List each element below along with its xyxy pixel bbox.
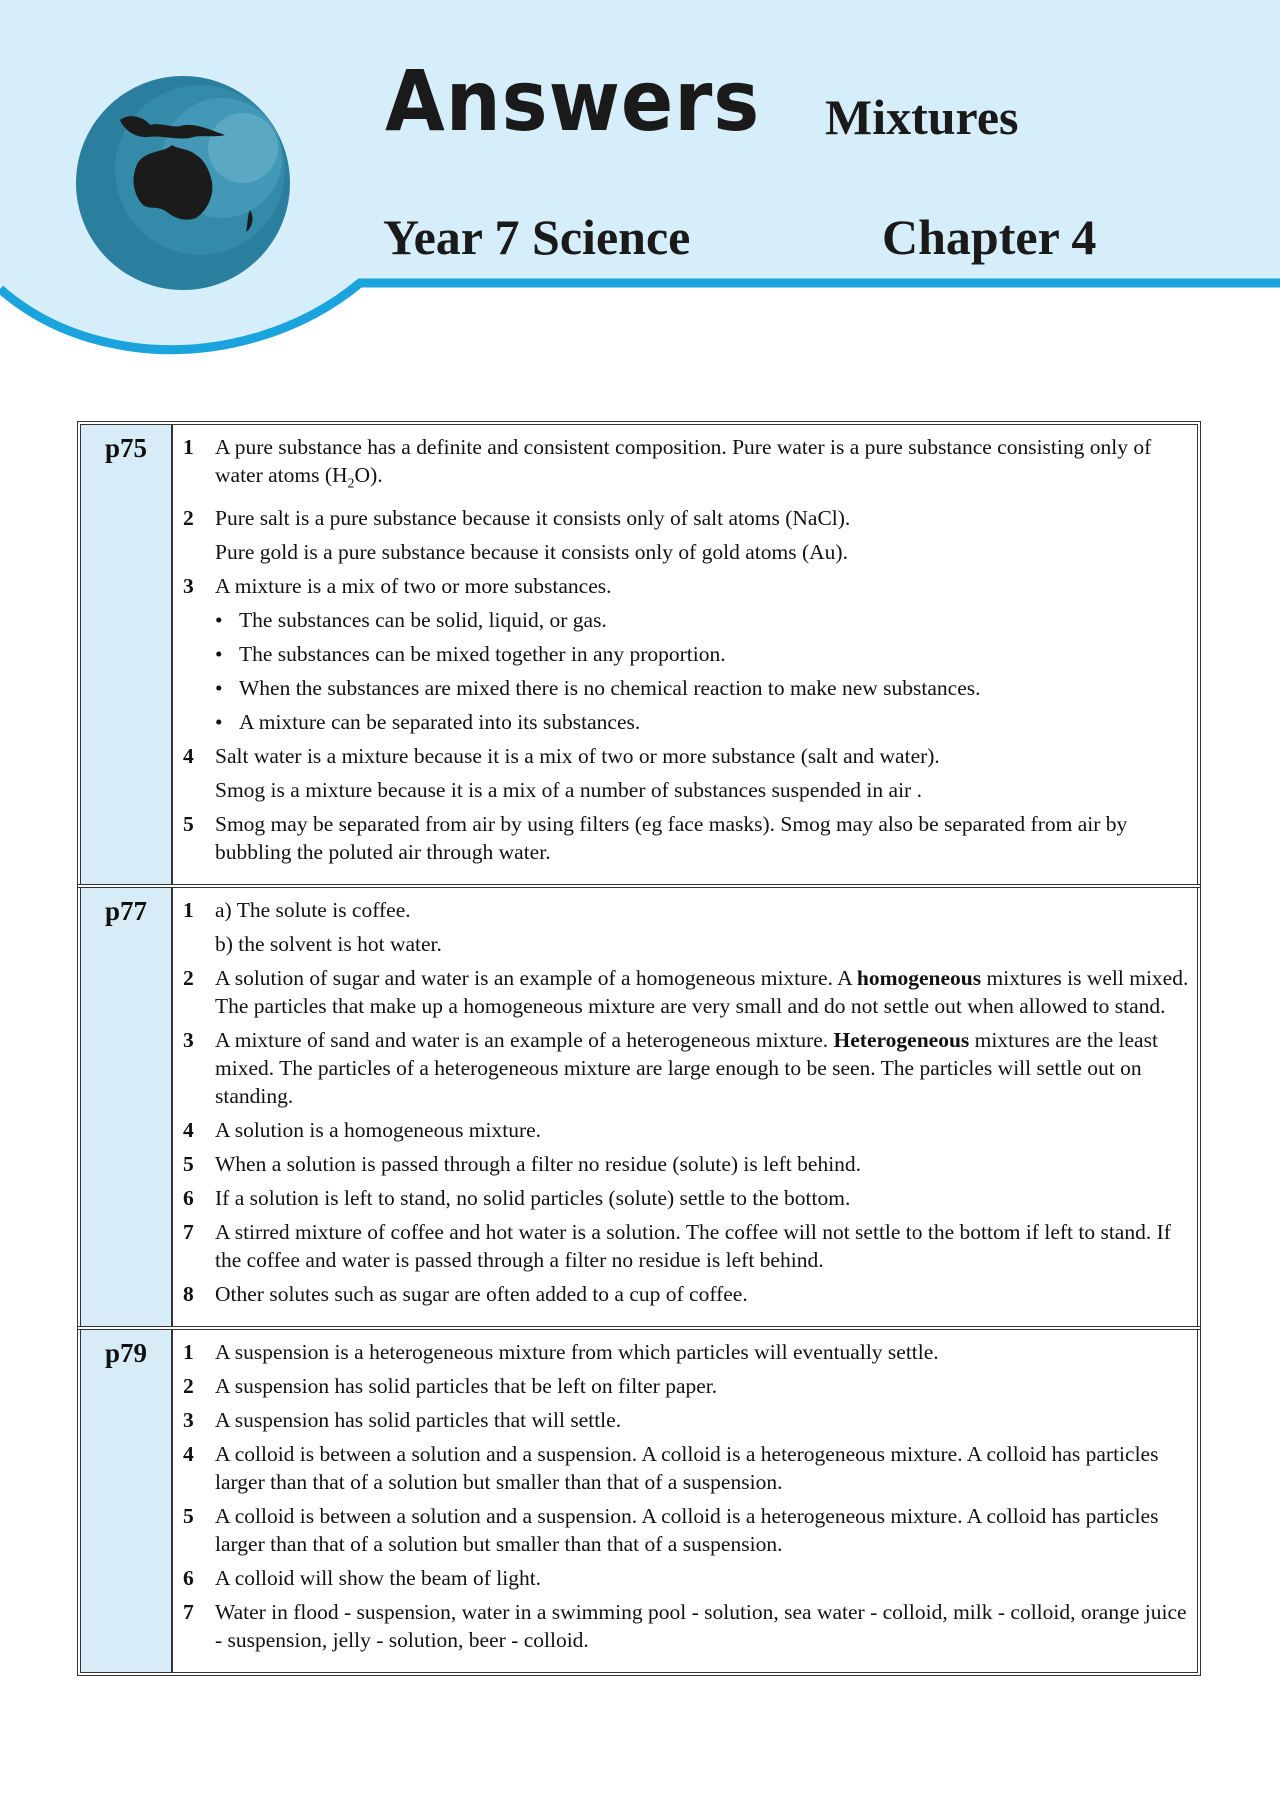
answer-number: 1 <box>183 1340 194 1365</box>
answer-text: A solution is a homogeneous mixture. <box>215 1118 542 1143</box>
answer-text: A colloid is between a solution and a suspension. A colloid is a heterogeneous mixture. A colloid has particles larger than that of a solution but smaller than that of a suspension. <box>215 1504 1159 1557</box>
answer-number: 2 <box>183 966 194 991</box>
answer-text: Pure salt is a pure substance because it consists only of salt atoms (NaCl). Pure gold is a pure substance because it consists only of gold atoms (Au). <box>215 506 851 565</box>
answer-text: Other solutes such as sugar are often added to a cup of coffee. <box>215 1282 748 1307</box>
answer-text: A mixture is a mix of two or more substances. • The substances can be solid, liquid, or gas. • The substances can be mixed together in any proportion. • When the substances are mixed there is no chemical reaction to make new substances. • A mixture can be separated into its substances. <box>215 572 1189 736</box>
page-number: p77 <box>81 888 173 1326</box>
answer-number: 1 <box>183 435 194 459</box>
answer-item <box>181 1218 1189 1274</box>
section-p79 <box>77 1326 1201 1676</box>
answer-number: 5 <box>183 1152 194 1177</box>
answer-number: 1 <box>183 898 194 923</box>
bullet-item: • The substances can be solid, liquid, or gas. <box>215 608 607 633</box>
answer-text: When a solution is passed through a filter no residue (solute) is left behind. <box>215 1152 862 1177</box>
answer-item <box>181 1026 1189 1110</box>
answer-number: 2 <box>183 1374 194 1399</box>
answer-item <box>181 504 1189 566</box>
answer-number: 7 <box>183 1600 194 1625</box>
answer-item <box>181 1338 1189 1366</box>
section-content <box>173 1330 1197 1672</box>
answer-item <box>181 572 1189 736</box>
bullet-item: • A mixture can be separated into its substances. <box>215 710 641 735</box>
answer-text: Water in flood - suspension, water in a swimming pool - solution, sea water - colloid, milk - colloid, orange juice - suspension, jelly - solution, beer - colloid. <box>215 1600 1187 1653</box>
answer-text: A mixture of sand and water is an example of a heterogeneous mixture. Heterogeneous mixtures are the least mixed. The particles of a heterogeneous mixture are large enough to be seen. The particles will settle out on standing. <box>215 1028 1158 1109</box>
answer-item <box>181 1184 1189 1212</box>
answer-item <box>181 1598 1189 1654</box>
section-content <box>173 888 1197 1326</box>
answer-item <box>181 964 1189 1020</box>
bullet-item: • When the substances are mixed there is no chemical reaction to make new substances. <box>215 676 981 701</box>
section-content <box>173 425 1197 884</box>
answer-item <box>181 1372 1189 1400</box>
answer-text: If a solution is left to stand, no solid particles (solute) settle to the bottom. <box>215 1186 851 1211</box>
answer-text: a) The solute is coffee. b) the solvent is hot water. <box>215 898 442 957</box>
answer-number: 3 <box>183 1408 194 1433</box>
page-number: p79 <box>81 1330 173 1672</box>
section-p77 <box>77 884 1201 1330</box>
answer-item <box>181 1564 1189 1592</box>
answer-number: 6 <box>183 1566 194 1591</box>
answer-item <box>181 896 1189 958</box>
answer-text: A colloid will show the beam of light. <box>215 1566 542 1591</box>
chapter-label: Chapter 4 <box>882 209 1097 265</box>
answer-number: 5 <box>183 1504 194 1529</box>
answer-text: Smog may be separated from air by using filters (eg face masks). Smog may also be separated from air by bubbling the poluted air through water. <box>215 812 1128 865</box>
answer-number: 3 <box>183 574 194 599</box>
subject-title: Mixtures <box>825 89 1019 145</box>
answer-item <box>181 742 1189 804</box>
answer-number: 7 <box>183 1220 194 1245</box>
answer-text: Salt water is a mixture because it is a mix of two or more substance (salt and water). Smog is a mixture because it is a mix of a number of substances suspended in air . <box>215 744 940 803</box>
page-header <box>0 0 1280 360</box>
globe-australia-icon <box>76 76 290 290</box>
page-title: Answers <box>385 52 761 150</box>
answer-number: 6 <box>183 1186 194 1211</box>
answer-number: 4 <box>183 1118 194 1143</box>
answer-number: 5 <box>183 812 194 837</box>
answer-text: A stirred mixture of coffee and hot water is a solution. The coffee will not settle to the bottom if left to stand. If the coffee and water is passed through a filter no residue is left behind. <box>215 1220 1171 1273</box>
answer-item <box>181 1406 1189 1434</box>
answer-number: 8 <box>183 1282 194 1307</box>
answer-item <box>181 1150 1189 1178</box>
answers-table <box>77 425 1201 1676</box>
answer-item <box>181 1280 1189 1308</box>
answer-item <box>181 433 1189 498</box>
answer-text: A suspension has solid particles that will settle. <box>215 1408 622 1433</box>
answer-number: 4 <box>183 1442 194 1467</box>
bullet-item: • The substances can be mixed together in any proportion. <box>215 642 726 667</box>
answer-text: A suspension is a heterogeneous mixture from which particles will eventually settle. <box>215 1340 939 1365</box>
answer-item <box>181 1116 1189 1144</box>
answer-text: A colloid is between a solution and a suspension. A colloid is a heterogeneous mixture. A colloid has particles larger than that of a solution but smaller than that of a suspension. <box>215 1442 1159 1495</box>
section-p75 <box>77 421 1201 888</box>
answer-text: A pure substance has a definite and consistent composition. Pure water is a pure substance consisting only of water atoms $(H_2O)$. <box>215 435 1152 492</box>
answer-number: 3 <box>183 1028 194 1053</box>
answer-item <box>181 1502 1189 1558</box>
answer-number: 2 <box>183 506 194 531</box>
answer-item <box>181 810 1189 866</box>
answer-number: 4 <box>183 744 194 769</box>
answer-item <box>181 1440 1189 1496</box>
year-label: Year 7 Science <box>383 209 691 265</box>
answer-text: A suspension has solid particles that be left on filter paper. <box>215 1374 718 1399</box>
page-number: p75 <box>81 425 173 884</box>
answer-text: A solution of sugar and water is an example of a homogeneous mixture. A homogeneous mixtures is well mixed. The particles that make up a homogeneous mixture are very small and do not settle out when allowed to stand. <box>215 966 1189 1019</box>
